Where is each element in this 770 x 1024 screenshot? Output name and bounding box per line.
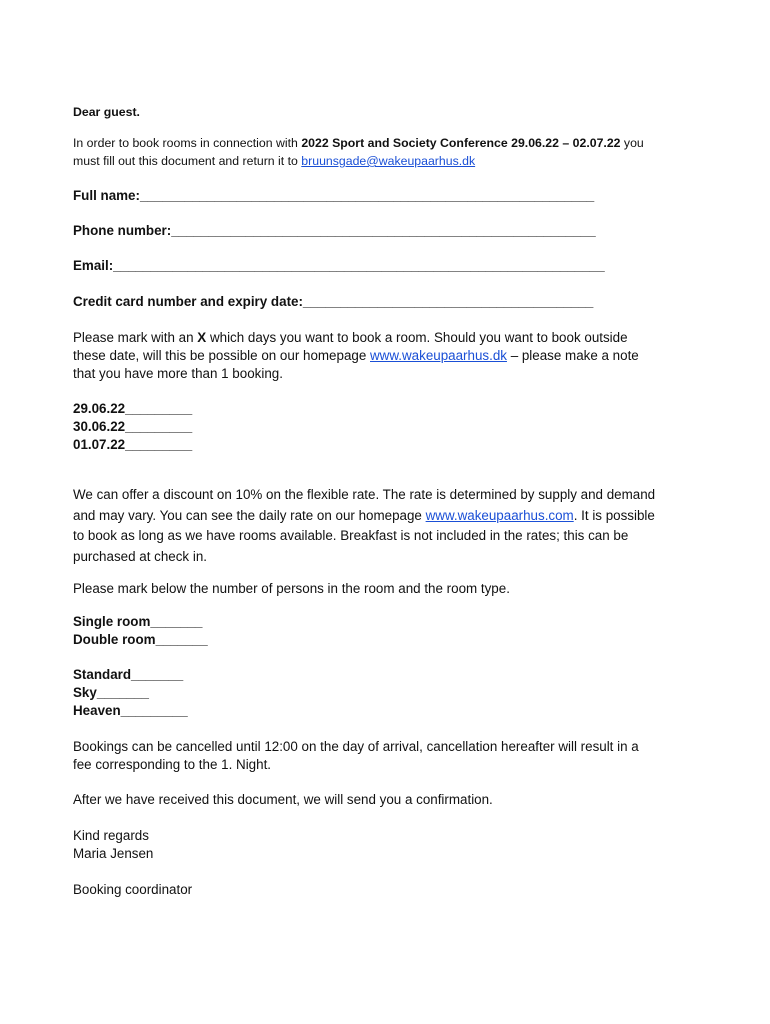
cancellation-paragraph: Bookings can be cancelled until 12:00 on the day of arrival, cancellation hereafter will result in a fee corresponding to the 1. Night.: [73, 739, 639, 772]
confirmation-text: After we have received this document, we will send you a confirmation.: [73, 792, 493, 807]
greeting: Dear guest.: [73, 105, 140, 119]
signer-title: Booking coordinator: [73, 882, 193, 897]
intro-paragraph: In order to book rooms in connection with 2022 Sport and Society Conference 29.06.22 – 02.07.22 you must fill out this document and return it to bruunsgade@wakeupaarhus.dk: [73, 136, 644, 168]
room-size-list: [73, 613, 208, 649]
sky-room-field[interactable]: Sky_______: [73, 685, 149, 700]
kind-regards: Kind regards: [73, 828, 149, 843]
single-room-field[interactable]: Single room_______: [73, 614, 203, 629]
discount-paragraph: We can offer a discount on 10% on the flexible rate. The rate is determined by supply and demand and may vary. You can see the daily rate on our homepage www.wakeupaarhus.com. It is possible to book as long as we have rooms available. Breakfast is not included in the rates; this can be purchased at check in.: [73, 487, 656, 565]
persons-instruction: Please mark below the number of persons in the room and the room type.: [73, 581, 510, 596]
email-field[interactable]: Email:__________________________________________________________________: [73, 258, 605, 273]
conference-name: 2022 Sport and Society Conference 29.06.22 – 02.07.22: [301, 136, 621, 150]
phone-number-field[interactable]: Phone number:_________________________________________________________: [73, 223, 596, 238]
signer-name: Maria Jensen: [73, 846, 154, 861]
homepage-link[interactable]: www.wakeupaarhus.dk: [370, 348, 507, 363]
date-field[interactable]: 01.07.22_________: [73, 437, 193, 452]
homepage-com-link[interactable]: www.wakeupaarhus.com: [425, 507, 574, 523]
date-list: [73, 400, 192, 454]
date-field[interactable]: 30.06.22_________: [73, 419, 193, 434]
credit-card-field[interactable]: Credit card number and expiry date:_______________________________________: [73, 294, 594, 309]
heaven-room-field[interactable]: Heaven_________: [73, 703, 188, 718]
closing-block: [73, 827, 153, 863]
date-field[interactable]: 29.06.22_________: [73, 401, 193, 416]
booking-email-link[interactable]: bruunsgade@wakeupaarhus.dk: [301, 154, 476, 168]
full-name-field[interactable]: Full name:_____________________________________________________________: [73, 188, 595, 203]
room-type-list: [73, 666, 188, 720]
double-room-field[interactable]: Double room_______: [73, 632, 208, 647]
mark-days-paragraph: Please mark with an X which days you want to book a room. Should you want to book outside these date, will this be possible on our homepage www.wakeupaarhus.dk – please make a note that you have more than 1 booking.: [73, 330, 639, 381]
standard-room-field[interactable]: Standard_______: [73, 667, 184, 682]
